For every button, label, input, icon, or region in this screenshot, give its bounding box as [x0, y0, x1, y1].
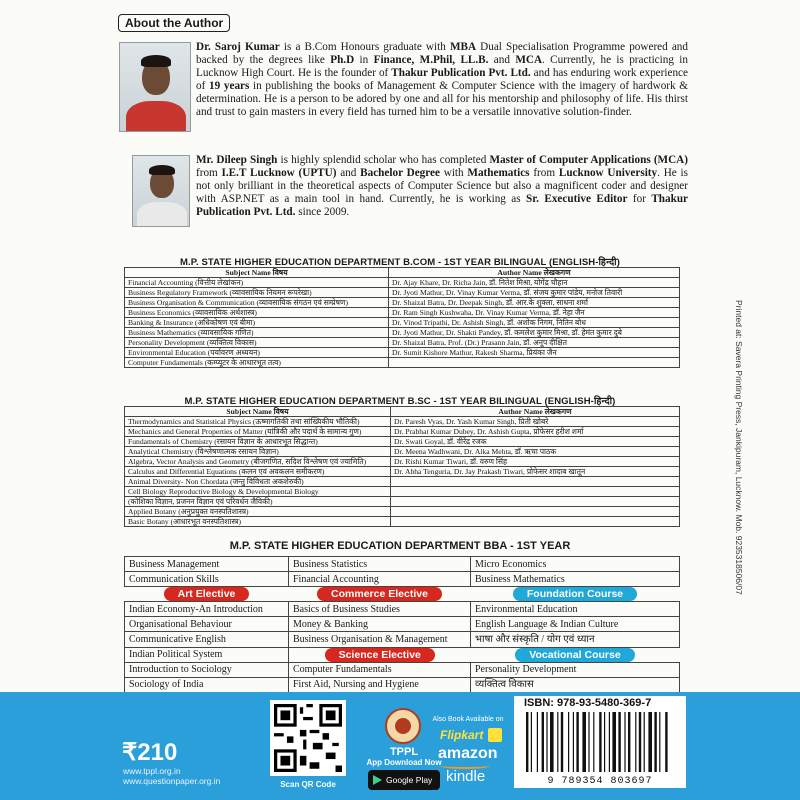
tppl-app-title: TPPL — [389, 746, 419, 758]
subject-cell: Animal Diversity- Non Chordata (जन्तु विविधता अकशेरुकी) — [125, 477, 391, 487]
subject-cell: Applied Botany (अनुप्रयुक्त वनस्पतिशास्त्र) — [125, 507, 391, 517]
table-row — [125, 298, 680, 308]
table-cell: English Language & Indian Culture — [471, 617, 680, 632]
bio-text: is a B.Com Honours graduate with — [279, 41, 450, 53]
author-bio-saroj — [120, 41, 688, 120]
table-row — [125, 328, 680, 338]
about-author-heading: About the Author — [118, 14, 230, 32]
commerce-elective-badge: Commerce Elective — [317, 587, 442, 601]
tppl-logo-icon — [385, 708, 421, 744]
table-cell: भाषा और संस्कृति / योग एवं ध्यान — [471, 632, 680, 647]
subject-cell: Analytical Chemistry (विश्लेषणात्मक रसायन विज्ञान) — [125, 447, 391, 457]
bio-text: . Currently, he is practicing in Lucknow High Court. He is the founder of — [196, 54, 688, 80]
table-row — [125, 602, 680, 617]
play-store-icon — [373, 775, 382, 785]
bio-emphasis: 19 years — [209, 80, 250, 93]
table-row — [125, 517, 680, 527]
table-row — [125, 467, 680, 477]
bio-text: and — [336, 167, 361, 180]
table-row — [125, 477, 680, 487]
subject-cell: Algebra, Vector Analysis and Geometry (बीजगणित, सदिश विश्लेषण एवं ज्यामिति) — [125, 457, 391, 467]
bsc-table — [124, 406, 680, 527]
table-cell: Communicative English — [125, 632, 289, 647]
subject-cell: Computer Fundamentals (कम्प्यूटर के आधारभूत तत्व) — [125, 358, 389, 368]
bio-text: is highly splendid scholar who has completed — [277, 154, 490, 166]
table-row — [125, 557, 680, 572]
website-link[interactable]: www.tppl.org.in — [123, 766, 181, 776]
vocational-course-badge: Vocational Course — [515, 648, 634, 662]
table-row — [125, 288, 680, 298]
bio-emphasis: Sr. Executive Editor — [526, 193, 628, 206]
table-row — [125, 348, 680, 358]
bio-emphasis: Finance, M.Phil, LL.B. — [373, 54, 489, 67]
author-cell — [391, 477, 680, 487]
elective-cell — [289, 647, 471, 662]
kindle-logo[interactable]: kindle — [446, 768, 486, 785]
bio-text: from — [196, 167, 222, 180]
table-cell: Business Mathematics — [471, 572, 680, 587]
bio-emphasis: Lucknow University — [558, 167, 658, 180]
table-row — [125, 338, 680, 348]
website-links — [123, 766, 220, 786]
author-cell — [389, 358, 680, 368]
table-row — [125, 318, 680, 328]
subject-cell: Fundamentals of Chemistry (रसायन विज्ञान के आधारभूत सिद्धान्त) — [125, 437, 391, 447]
table-cell: Financial Accounting — [289, 572, 471, 587]
table-header-row — [125, 268, 680, 278]
author-cell: Dr. Sumit Kishore Mathur, Rakesh Sharma, प्रियंका जैन — [389, 348, 680, 358]
subject-cell: (कोशिका विज्ञान, प्रजनन विज्ञान एवं परिवर्धन जैविकी) — [125, 497, 391, 507]
author-cell — [391, 487, 680, 497]
subject-cell: Cell Biology Reproductive Biology & Developmental Biology — [125, 487, 391, 497]
subject-cell: Basic Botany (आधारभूत वनस्पतिशास्त्र) — [125, 517, 391, 527]
table-cell: Personality Development — [471, 662, 680, 677]
table-header-row — [125, 407, 680, 417]
price-label: ₹210 — [122, 739, 178, 766]
barcode-icon — [524, 712, 678, 772]
bcom-section-title: M.P. STATE HIGHER EDUCATION DEPARTMENT B.COM - 1ST YEAR BILINGUAL (ENGLISH-हिन्दी) — [180, 257, 620, 268]
table-row — [125, 447, 680, 457]
table-row — [125, 677, 680, 692]
table-row — [125, 507, 680, 517]
author-name: Dr. Saroj Kumar — [196, 41, 280, 53]
bba-table — [124, 556, 680, 693]
table-row — [125, 497, 680, 507]
table-cell: Indian Political System — [125, 647, 289, 662]
table-row — [125, 278, 680, 288]
author-cell: Dr. Shaizal Batra, Dr. Deepak Singh, डॉ. आर.के शुक्ला, साधना शर्मा — [389, 298, 680, 308]
author-cell: Dr. Paresh Vyas, Dr. Yash Kumar Singh, प्रिती खोबरे — [391, 417, 680, 427]
flipkart-bag-icon — [488, 728, 502, 742]
tppl-app-subtitle: App Download Now — [366, 758, 442, 767]
bio-text: for — [627, 193, 652, 206]
author-cell: Dr. Jyoti Mathur, Dr. Vinay Kumar Verma, डॉ. संजय कुमार पांडेय, मनोज तिवारी — [389, 288, 680, 298]
bio-text: in — [354, 54, 374, 67]
table-cell: Money & Banking — [289, 617, 471, 632]
subject-cell: Banking & Insurance (अधिकोषण एवं बीमा) — [125, 318, 389, 328]
qr-code[interactable] — [270, 700, 346, 776]
table-cell: First Aid, Nursing and Hygiene — [289, 677, 471, 692]
author-cell — [391, 507, 680, 517]
bio-text: since 2009. — [295, 206, 350, 219]
table-row — [125, 358, 680, 368]
barcode-number: 9 789354 803697 — [547, 776, 653, 787]
bio-emphasis: Thakur Publication Pvt. Ltd. — [196, 193, 689, 219]
author-cell — [391, 497, 680, 507]
table-cell: Business Organisation & Management — [289, 632, 471, 647]
table-cell: Organisational Behaviour — [125, 617, 289, 632]
bio-emphasis: Ph.D — [330, 54, 355, 67]
table-row — [125, 487, 680, 497]
subject-cell: Mechanics and General Properties of Matter (यांत्रिकी और पदार्थ के सामान्य गुण) — [125, 427, 391, 437]
qr-code-icon — [274, 704, 342, 772]
bio-emphasis: Master of Computer Applications (MCA) — [489, 154, 688, 166]
bio-emphasis: Mathematics — [467, 167, 530, 180]
bio-text: in publishing the books of Management & Computer Science with the imagery of hardwork & determination. He is a person to be adored by one and all for his mentorship and philosophy of life. His thirst and trust to gain masters in every field has turned him to be a versatile innovative solution-finder. — [196, 80, 688, 119]
author-cell: Dr. Jyoti Mathur, Dr. Shakti Pandey, डॉ. कमलेश कुमार मिश्रा, डॉ. हेमंत कुमार दुबे — [389, 328, 680, 338]
google-play-label: Google Play — [386, 775, 433, 785]
author-cell: Dr. Ajay Khare, Dr. Richa Jain, डॉ. नितेश मिश्रा, योगेंद्र चौहान — [389, 278, 680, 288]
author-name: Mr. Dileep Singh — [196, 154, 278, 166]
subject-cell: Business Organisation & Communication (व्यावसायिक संगठन एवं सम्प्रेषण) — [125, 298, 389, 308]
science-elective-badge: Science Elective — [325, 648, 435, 662]
author-cell: Dr. Rishi Kumar Tiwari, डॉ. वरुण सिंह — [391, 457, 680, 467]
bio-emphasis: MCA — [515, 54, 543, 67]
table-row — [125, 427, 680, 437]
elective-header-row — [125, 587, 680, 602]
google-play-button[interactable] — [368, 770, 440, 790]
bio-text: . He is not only brilliant in the theoretical aspects of Computer Science but also a magnificent coder and designer with ASP.NET as a main tool in hand. Currently, he is working as — [196, 167, 688, 206]
subject-cell: Business Mathematics (व्यावसायिक गणित) — [125, 328, 389, 338]
author-photo-dileep — [132, 155, 190, 227]
table-cell: व्यक्तित्व विकास — [471, 677, 680, 692]
table-cell: Sociology of India — [125, 677, 289, 692]
table-row — [125, 617, 680, 632]
author-cell: Dr. Vinod Tripathi, Dr. Ashish Singh, डॉ. अशोक निगम, नितिन बोध — [389, 318, 680, 328]
table-row — [125, 457, 680, 467]
subject-cell: Business Economics (व्यावसायिक अर्थशास्त्र) — [125, 308, 389, 318]
bsc-section-title: M.P. STATE HIGHER EDUCATION DEPARTMENT B.SC - 1ST YEAR BILINGUAL (ENGLISH-हिन्दी) — [184, 396, 616, 407]
bio-text: with — [439, 167, 468, 180]
table-cell: Business Management — [125, 557, 289, 572]
bcom-table — [124, 267, 680, 368]
table-row — [125, 647, 680, 662]
author-cell: Dr. Meena Wadhwani, Dr. Alka Mehta, डॉ. ऋचा पाठक — [391, 447, 680, 457]
subject-cell: Thermodynamics and Statistical Physics (ऊष्मागतिकी तथा सांख्यिकीय भौतिकी) — [125, 417, 391, 427]
table-cell: Communication Skills — [125, 572, 289, 587]
table-row — [125, 632, 680, 647]
elective-cell — [289, 587, 471, 602]
table-cell: Indian Economy-An Introduction — [125, 602, 289, 617]
table-row — [125, 437, 680, 447]
bio-emphasis: Thakur Publication Pvt. Ltd. — [391, 67, 531, 80]
subject-cell: Environmental Education (पर्यावरण अध्ययन) — [125, 348, 389, 358]
author-bio-dileep — [196, 154, 688, 219]
subject-cell: Personality Development (व्यक्तित्व विकास) — [125, 338, 389, 348]
bio-emphasis: Bachelor Degree — [360, 167, 440, 180]
table-cell: Basics of Business Studies — [289, 602, 471, 617]
author-cell — [391, 517, 680, 527]
column-header-author: Author Name लेखकगण — [389, 268, 680, 278]
isbn-number: ISBN: 978-93-5480-369-7 — [524, 697, 652, 709]
also-available-label: Also Book Available on — [432, 716, 504, 723]
qr-label: Scan QR Code — [280, 780, 336, 789]
website-link[interactable]: www.questionpaper.org.in — [123, 776, 221, 786]
table-row — [125, 308, 680, 318]
bio-emphasis: I.E.T Lucknow (UPTU) — [221, 167, 337, 180]
table-cell: Introduction to Sociology — [125, 662, 289, 677]
subject-cell: Calculus and Differential Equations (कलन एवं अवकलन समीकरण) — [125, 467, 391, 477]
author-cell: Dr. Swati Goyal, डॉ. वीरेंद्र रजक — [391, 437, 680, 447]
column-header-author: Author Name लेखकगण — [391, 407, 680, 417]
column-header-subject: Subject Name विषय — [125, 407, 391, 417]
subject-cell: Business Regulatory Framework (व्यावसायिक नियमन रूपरेखा) — [125, 288, 389, 298]
bio-emphasis: MBA — [449, 41, 477, 53]
bio-text: from — [529, 167, 559, 180]
bio-text: and has enduring work experience of — [196, 67, 688, 93]
author-cell: Dr. Ram Singh Kushwaha, Dr. Vinay Kumar Verma, डॉ. नेहा जैन — [389, 308, 680, 318]
table-cell: Business Statistics — [289, 557, 471, 572]
subject-cell: Financial Accounting (वित्तीय लेखांकन) — [125, 278, 389, 288]
elective-cell — [471, 647, 680, 662]
author-cell: Dr. Abha Tenguria, Dr. Jay Prakash Tiwari, प्रोफेसर शादाब खातून — [391, 467, 680, 477]
elective-cell — [471, 587, 680, 602]
table-cell: Micro Economics — [471, 557, 680, 572]
table-row — [125, 572, 680, 587]
printer-info-vertical: Printed at: Savera Printing Press, Jankipuram, Lucknow. Mob. 9235318506/07 — [734, 300, 744, 595]
author-cell: Dr. Shaizal Batra, Prof. (Dr.) Prasann Jain, डॉ. अनूप दीक्षित — [389, 338, 680, 348]
table-cell: Computer Fundamentals — [289, 662, 471, 677]
foundation-course-badge: Foundation Course — [513, 587, 637, 601]
author-cell: Dr. Prabhat Kumar Dubey, Dr. Ashish Gupta, प्रोफेसर हरीश शर्मा — [391, 427, 680, 437]
table-row — [125, 662, 680, 677]
flipkart-logo[interactable]: Flipkart — [440, 728, 484, 742]
elective-cell — [125, 587, 289, 602]
bba-section-title: M.P. STATE HIGHER EDUCATION DEPARTMENT BBA - 1ST YEAR — [229, 540, 571, 552]
column-header-subject: Subject Name विषय — [125, 268, 389, 278]
amazon-logo[interactable]: amazon — [438, 745, 498, 762]
art-elective-badge: Art Elective — [164, 587, 250, 601]
table-row — [125, 417, 680, 427]
bio-text: and — [488, 54, 516, 67]
bio-text: Dual Specialisation Programme powered and backed by the degrees like — [196, 41, 688, 67]
table-cell: Environmental Education — [471, 602, 680, 617]
